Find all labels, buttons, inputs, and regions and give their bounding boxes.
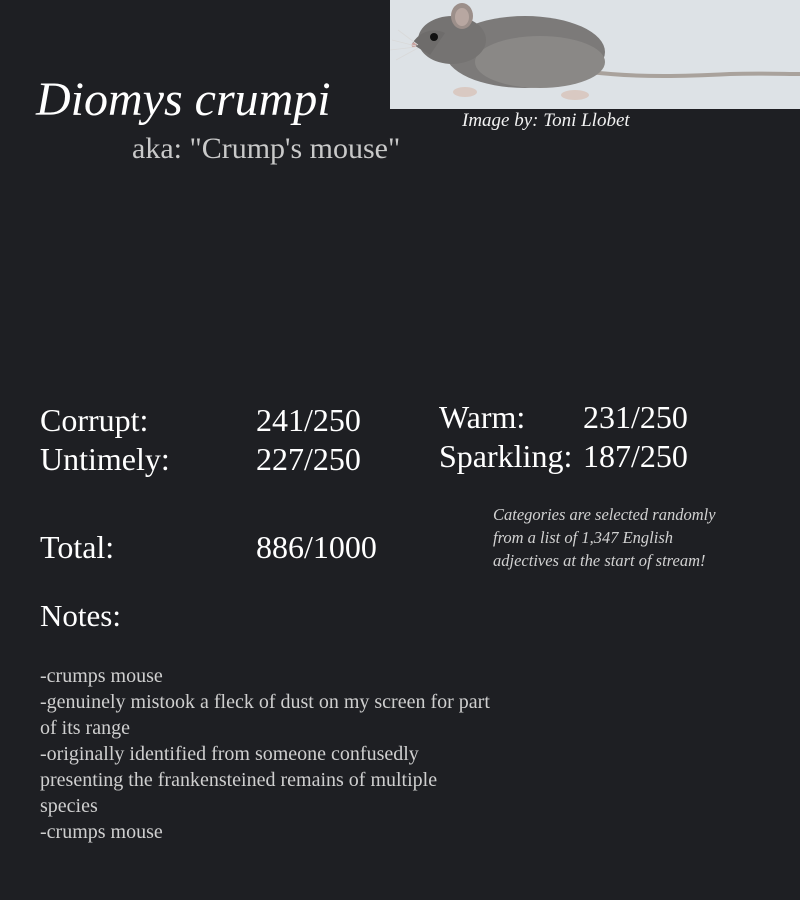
note-item: -crumps mouse (40, 821, 163, 843)
note-item: -crumps mouse (40, 665, 163, 687)
stat-label-untimely: Untimely: (40, 441, 170, 477)
notes-heading: Notes: (40, 598, 121, 633)
stat-label-corrupt: Corrupt: (40, 402, 149, 438)
stat-label-sparkling: Sparkling: (439, 438, 573, 474)
stat-value-untimely: 227/250 (256, 441, 361, 477)
species-title: Diomys crumpi (36, 73, 331, 126)
stat-value-sparkling: 187/250 (583, 438, 688, 474)
mouse-drawing (390, 0, 800, 109)
common-name: aka: "Crump's mouse" (132, 132, 401, 165)
note-item: -genuinely mistook a fleck of dust on my screen for part of its range (40, 691, 490, 739)
image-credit: Image by: Toni Llobet (462, 110, 630, 131)
categories-note: Categories are selected randomly from a list of 1,347 English adjectives at the start of stream! (493, 505, 716, 570)
notes-list (40, 663, 490, 845)
stat-label-warm: Warm: (439, 399, 526, 435)
note-item: -originally identified from someone confusedly presenting the frankensteined remains of multiple species (40, 743, 438, 817)
stat-value-warm: 231/250 (583, 399, 688, 435)
total-value: 886/1000 (256, 529, 377, 565)
total-label: Total: (40, 529, 115, 565)
stat-value-corrupt: 241/250 (256, 402, 361, 438)
mouse-illustration (390, 0, 800, 109)
